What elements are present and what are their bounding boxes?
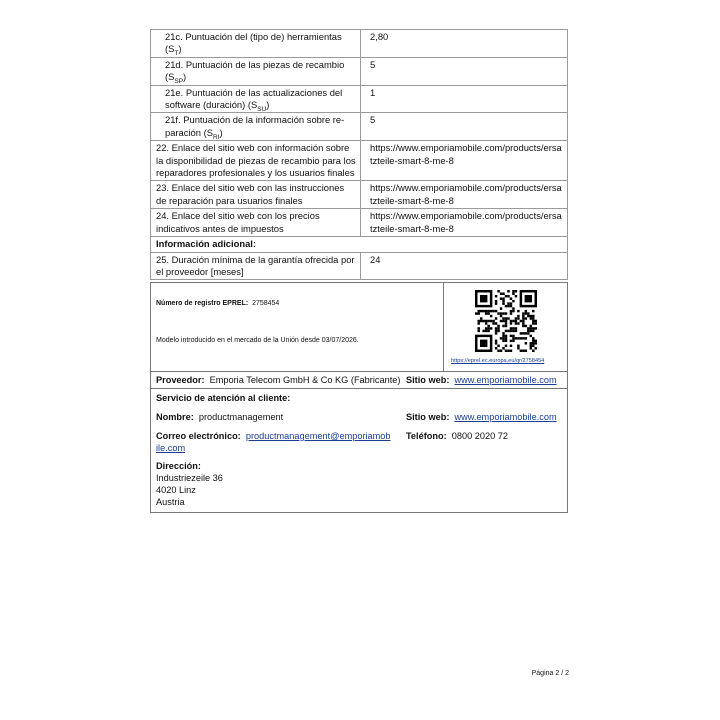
page-number: Página 2 / 2	[531, 670, 569, 677]
qr-link[interactable]: https://eprel.ec.europa.eu/qr/2758454	[451, 358, 545, 364]
phone-row	[406, 430, 508, 442]
name-label: Nombre:	[156, 412, 194, 422]
service-title: Servicio de atención al cliente:	[156, 393, 291, 403]
table-row	[151, 237, 568, 252]
address-label: Dirección:	[156, 461, 201, 471]
supplier-label: Proveedor:	[156, 375, 205, 385]
table-row	[151, 85, 568, 113]
supplier-value: Emporia Telecom GmbH & Co KG (Fabricante)	[209, 375, 401, 385]
web2-label: Sitio web:	[406, 412, 450, 422]
phone-label: Teléfono:	[406, 431, 447, 441]
registration-value: 2758454	[252, 300, 280, 307]
registration-label: Número de registro EPREL:	[156, 300, 249, 307]
table-row	[151, 181, 568, 209]
eprel-card	[150, 282, 568, 513]
web2-link[interactable]: www.emporiamobile.com	[454, 412, 557, 422]
contact-web-row	[406, 411, 557, 423]
email-link-cont[interactable]: ile.com	[156, 443, 186, 453]
model-market-text: Modelo introducido en el mercado de la Unión desde 03/07/2026.	[156, 337, 359, 344]
email-row	[156, 430, 401, 454]
web-label: Sitio web:	[406, 375, 450, 385]
row-label: 22. Enlace del sitio web con información sobre la disponibilidad de piezas de recambio para los reparadores profesionales y los usuarios finales	[151, 141, 361, 181]
address-line: Austria	[156, 497, 185, 507]
table-row	[151, 141, 568, 181]
contact-name-row	[156, 411, 283, 423]
table-row	[151, 209, 568, 237]
row-label: 23. Enlace del sitio web con las instrucciones de reparación para usuarios finales	[151, 181, 361, 209]
row-label: 24. Enlace del sitio web con los precios indicativos antes de impuestos	[151, 209, 361, 237]
qr-code-icon[interactable]	[475, 290, 537, 352]
row-value: 2,80	[361, 30, 568, 58]
table-row	[151, 57, 568, 85]
email-link[interactable]: productmanagement@emporiamob	[245, 431, 391, 441]
qr-section	[443, 283, 569, 371]
row-label: 21d. Puntuación de las piezas de recambio $(S_{SP})$	[151, 57, 361, 85]
row-value[interactable]: https://www.emporiamobile.com/products/ersatzteile-smart-8-me-8	[361, 141, 568, 181]
supplier-web-row	[406, 374, 557, 386]
address-line: 4020 Linz	[156, 485, 196, 495]
row-value: 1	[361, 85, 568, 113]
repair-info-table	[150, 29, 568, 280]
row-value[interactable]: https://www.emporiamobile.com/products/ersatzteile-smart-8-me-8	[361, 209, 568, 237]
address-line: Industriezeile 36	[156, 473, 223, 483]
address-block	[156, 460, 223, 508]
row-value: 5	[361, 113, 568, 141]
name-value: productmanagement	[198, 412, 284, 422]
web-link[interactable]: www.emporiamobile.com	[454, 375, 557, 385]
table-row	[151, 252, 568, 280]
email-label: Correo electrónico:	[156, 431, 241, 441]
row-label: 21e. Puntuación de las actualizaciones del software (duración) $(S_{SU})$	[151, 85, 361, 113]
table-row	[151, 30, 568, 58]
registration-number	[156, 300, 279, 307]
divider	[151, 388, 567, 389]
row-label: Información adicional:	[151, 237, 568, 252]
supplier-row	[156, 374, 400, 386]
row-value: 5	[361, 57, 568, 85]
row-label: 25. Duración mínima de la garantía ofrecida por el proveedor [meses]	[151, 252, 361, 280]
row-label: 21c. Puntuación del (tipo de) herramientas $(S_T)$	[151, 30, 361, 58]
row-value[interactable]: https://www.emporiamobile.com/products/ersatzteile-smart-8-me-8	[361, 181, 568, 209]
divider	[151, 371, 567, 372]
table-row	[151, 113, 568, 141]
row-value: 24	[361, 252, 568, 280]
phone-value: 0800 2020 72	[451, 431, 508, 441]
registration-section	[151, 283, 443, 371]
row-label: 21f. Puntuación de la información sobre re-paración $(S_{RI})$	[151, 113, 361, 141]
